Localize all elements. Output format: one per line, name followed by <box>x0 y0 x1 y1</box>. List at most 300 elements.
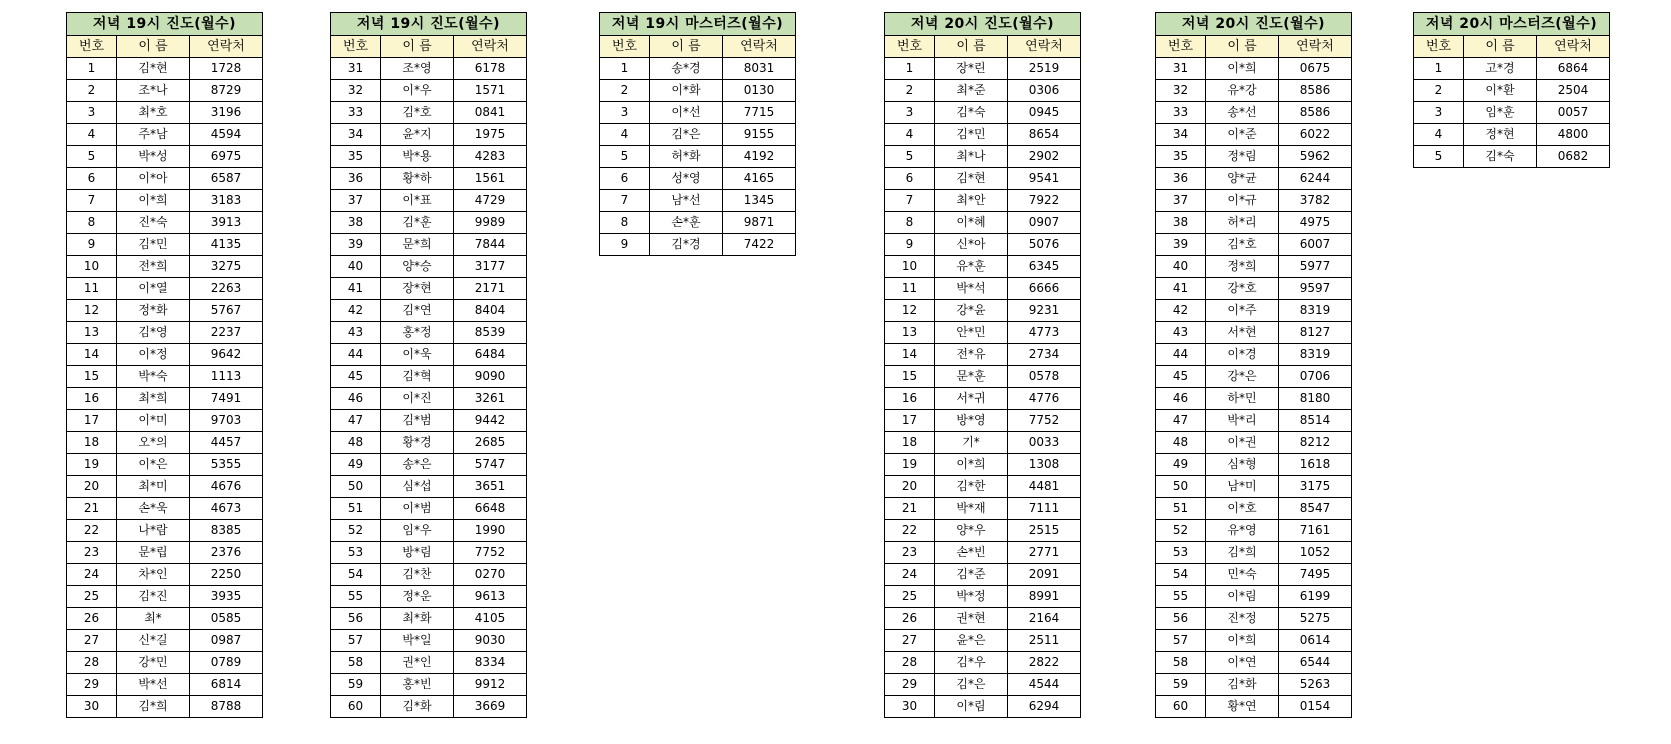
member-name: 이*림 <box>1206 586 1279 608</box>
member-phone: 0154 <box>1279 696 1352 718</box>
member-phone: 4481 <box>1008 476 1081 498</box>
member-name: 김*진 <box>117 586 190 608</box>
member-name: 정*림 <box>1206 146 1279 168</box>
row-number: 44 <box>1156 344 1206 366</box>
table-row <box>885 124 1081 146</box>
table-title: 저녁 19시 마스터즈(월수) <box>600 13 796 36</box>
table-row <box>885 586 1081 608</box>
table-row <box>331 410 527 432</box>
member-phone: 2734 <box>1008 344 1081 366</box>
member-name: 남*미 <box>1206 476 1279 498</box>
member-name: 이*경 <box>1206 344 1279 366</box>
member-name: 최*준 <box>935 80 1008 102</box>
member-name: 권*인 <box>381 652 454 674</box>
member-name: 문*희 <box>381 234 454 256</box>
member-name: 송*은 <box>381 454 454 476</box>
row-number: 36 <box>331 168 381 190</box>
member-phone: 6022 <box>1279 124 1352 146</box>
member-phone: 2504 <box>1537 80 1610 102</box>
table-row <box>600 146 796 168</box>
member-name: 김*찬 <box>381 564 454 586</box>
member-name: 김*화 <box>381 696 454 718</box>
row-number: 3 <box>1414 102 1464 124</box>
table-row <box>331 124 527 146</box>
member-phone: 1571 <box>454 80 527 102</box>
member-phone: 5355 <box>190 454 263 476</box>
member-name: 서*현 <box>1206 322 1279 344</box>
member-phone: 1990 <box>454 520 527 542</box>
table-row <box>600 124 796 146</box>
row-number: 6 <box>885 168 935 190</box>
table-row <box>1156 498 1352 520</box>
member-phone: 0585 <box>190 608 263 630</box>
table-row <box>1414 124 1610 146</box>
member-phone: 9871 <box>723 212 796 234</box>
table-row <box>67 652 263 674</box>
member-phone: 7422 <box>723 234 796 256</box>
member-name: 차*인 <box>117 564 190 586</box>
row-number: 21 <box>885 498 935 520</box>
member-phone: 3913 <box>190 212 263 234</box>
member-phone: 4773 <box>1008 322 1081 344</box>
member-phone: 8991 <box>1008 586 1081 608</box>
member-name: 허*리 <box>1206 212 1279 234</box>
table-row <box>600 234 796 256</box>
member-phone: 4729 <box>454 190 527 212</box>
row-number: 8 <box>600 212 650 234</box>
member-phone: 1052 <box>1279 542 1352 564</box>
member-name: 손*욱 <box>117 498 190 520</box>
member-phone: 7495 <box>1279 564 1352 586</box>
table-row <box>67 124 263 146</box>
member-name: 안*민 <box>935 322 1008 344</box>
table-row <box>885 146 1081 168</box>
row-number: 56 <box>1156 608 1206 630</box>
member-name: 방*림 <box>381 542 454 564</box>
member-name: 고*경 <box>1464 58 1537 80</box>
member-name: 박*일 <box>381 630 454 652</box>
table-row <box>885 410 1081 432</box>
member-phone: 8539 <box>454 322 527 344</box>
table-row <box>885 168 1081 190</box>
table-title-row <box>67 13 263 36</box>
table-row <box>331 190 527 212</box>
column-header-row <box>1156 36 1352 58</box>
member-name: 윤*은 <box>935 630 1008 652</box>
table-row <box>67 366 263 388</box>
table-row <box>67 520 263 542</box>
member-phone: 3196 <box>190 102 263 124</box>
row-number: 32 <box>331 80 381 102</box>
member-phone: 0987 <box>190 630 263 652</box>
column-header-name: 이 름 <box>381 36 454 58</box>
row-number: 20 <box>885 476 935 498</box>
member-name: 전*희 <box>117 256 190 278</box>
row-number: 57 <box>331 630 381 652</box>
table-row <box>885 388 1081 410</box>
table-row <box>331 322 527 344</box>
table-row <box>67 388 263 410</box>
member-phone: 8404 <box>454 300 527 322</box>
column-header-no: 번호 <box>1156 36 1206 58</box>
row-number: 32 <box>1156 80 1206 102</box>
column-header-row <box>600 36 796 58</box>
row-number: 26 <box>885 608 935 630</box>
row-number: 51 <box>1156 498 1206 520</box>
table-title: 저녁 20시 마스터즈(월수) <box>1414 13 1610 36</box>
table-row <box>885 256 1081 278</box>
roster-table <box>330 12 527 718</box>
member-phone: 2515 <box>1008 520 1081 542</box>
member-name: 박*리 <box>1206 410 1279 432</box>
row-number: 2 <box>1414 80 1464 102</box>
member-phone: 8031 <box>723 58 796 80</box>
member-name: 김*경 <box>650 234 723 256</box>
row-number: 40 <box>331 256 381 278</box>
table-row <box>885 234 1081 256</box>
row-number: 60 <box>331 696 381 718</box>
table-row <box>331 300 527 322</box>
table-row <box>331 366 527 388</box>
member-phone: 2685 <box>454 432 527 454</box>
member-phone: 0841 <box>454 102 527 124</box>
table-title-row <box>331 13 527 36</box>
member-name: 김*혁 <box>381 366 454 388</box>
member-phone: 4165 <box>723 168 796 190</box>
row-number: 59 <box>331 674 381 696</box>
member-phone: 4673 <box>190 498 263 520</box>
member-phone: 4283 <box>454 146 527 168</box>
member-phone: 5076 <box>1008 234 1081 256</box>
table-row <box>1414 58 1610 80</box>
column-header-row <box>885 36 1081 58</box>
member-phone: 0614 <box>1279 630 1352 652</box>
member-phone: 4192 <box>723 146 796 168</box>
member-phone: 2511 <box>1008 630 1081 652</box>
table-row <box>67 102 263 124</box>
table-row <box>885 344 1081 366</box>
table-row <box>331 542 527 564</box>
row-number: 47 <box>331 410 381 432</box>
table-row <box>67 674 263 696</box>
member-name: 김*은 <box>650 124 723 146</box>
table-row <box>1156 586 1352 608</box>
member-phone: 0907 <box>1008 212 1081 234</box>
table-row <box>67 564 263 586</box>
table-row <box>331 586 527 608</box>
member-name: 진*숙 <box>117 212 190 234</box>
member-name: 문*훈 <box>935 366 1008 388</box>
table-row <box>331 564 527 586</box>
member-name: 나*람 <box>117 520 190 542</box>
row-number: 44 <box>331 344 381 366</box>
row-number: 55 <box>331 586 381 608</box>
table-row <box>885 696 1081 718</box>
member-phone: 8514 <box>1279 410 1352 432</box>
table-row <box>331 102 527 124</box>
row-number: 49 <box>1156 454 1206 476</box>
member-phone: 0578 <box>1008 366 1081 388</box>
row-number: 56 <box>331 608 381 630</box>
member-phone: 3935 <box>190 586 263 608</box>
table-row <box>331 58 527 80</box>
table-row <box>1156 234 1352 256</box>
member-phone: 7752 <box>454 542 527 564</box>
member-phone: 2902 <box>1008 146 1081 168</box>
member-name: 이*림 <box>935 696 1008 718</box>
member-name: 방*영 <box>935 410 1008 432</box>
table-row <box>331 278 527 300</box>
member-name: 기* <box>935 432 1008 454</box>
member-phone: 3782 <box>1279 190 1352 212</box>
member-phone: 4800 <box>1537 124 1610 146</box>
member-phone: 4676 <box>190 476 263 498</box>
row-number: 52 <box>331 520 381 542</box>
member-phone: 1728 <box>190 58 263 80</box>
member-name: 황*하 <box>381 168 454 190</box>
row-number: 7 <box>885 190 935 212</box>
member-phone: 9989 <box>454 212 527 234</box>
row-number: 18 <box>885 432 935 454</box>
row-number: 10 <box>67 256 117 278</box>
roster-table <box>1155 12 1352 718</box>
table-row <box>1156 410 1352 432</box>
row-number: 25 <box>67 586 117 608</box>
column-header-name: 이 름 <box>935 36 1008 58</box>
member-name: 이*주 <box>1206 300 1279 322</box>
member-phone: 6007 <box>1279 234 1352 256</box>
row-number: 43 <box>331 322 381 344</box>
member-phone: 3651 <box>454 476 527 498</box>
member-name: 강*민 <box>117 652 190 674</box>
row-number: 54 <box>1156 564 1206 586</box>
member-phone: 0033 <box>1008 432 1081 454</box>
table-row <box>331 234 527 256</box>
table-row <box>1156 608 1352 630</box>
row-number: 3 <box>67 102 117 124</box>
row-number: 19 <box>67 454 117 476</box>
row-number: 8 <box>67 212 117 234</box>
row-number: 43 <box>1156 322 1206 344</box>
row-number: 42 <box>331 300 381 322</box>
row-number: 20 <box>67 476 117 498</box>
row-number: 2 <box>67 80 117 102</box>
member-phone: 9613 <box>454 586 527 608</box>
row-number: 11 <box>67 278 117 300</box>
row-number: 11 <box>885 278 935 300</box>
table-row <box>1156 102 1352 124</box>
table-row <box>885 608 1081 630</box>
member-name: 김*희 <box>1206 542 1279 564</box>
member-phone: 8319 <box>1279 300 1352 322</box>
member-name: 홍*빈 <box>381 674 454 696</box>
member-name: 박*재 <box>935 498 1008 520</box>
column-header-row <box>1414 36 1610 58</box>
row-number: 24 <box>67 564 117 586</box>
member-phone: 6294 <box>1008 696 1081 718</box>
member-name: 강*호 <box>1206 278 1279 300</box>
member-name: 김*우 <box>935 652 1008 674</box>
member-phone: 4776 <box>1008 388 1081 410</box>
member-name: 박*선 <box>117 674 190 696</box>
row-number: 48 <box>331 432 381 454</box>
column-header-phone: 연락처 <box>1279 36 1352 58</box>
member-phone: 8654 <box>1008 124 1081 146</box>
member-phone: 3177 <box>454 256 527 278</box>
row-number: 35 <box>331 146 381 168</box>
member-phone: 8319 <box>1279 344 1352 366</box>
column-header-name: 이 름 <box>650 36 723 58</box>
row-number: 6 <box>600 168 650 190</box>
table-row <box>1156 388 1352 410</box>
table-row <box>331 498 527 520</box>
member-phone: 2091 <box>1008 564 1081 586</box>
member-name: 문*립 <box>117 542 190 564</box>
member-phone: 6544 <box>1279 652 1352 674</box>
table-row <box>67 608 263 630</box>
table-row <box>885 520 1081 542</box>
column-header-no: 번호 <box>885 36 935 58</box>
member-name: 이*권 <box>1206 432 1279 454</box>
table-row <box>885 190 1081 212</box>
row-number: 29 <box>885 674 935 696</box>
member-phone: 5263 <box>1279 674 1352 696</box>
table-row <box>67 432 263 454</box>
table-row <box>885 630 1081 652</box>
member-phone: 9030 <box>454 630 527 652</box>
member-phone: 8547 <box>1279 498 1352 520</box>
member-phone: 8729 <box>190 80 263 102</box>
row-number: 42 <box>1156 300 1206 322</box>
row-number: 40 <box>1156 256 1206 278</box>
member-name: 박*성 <box>117 146 190 168</box>
member-name: 허*화 <box>650 146 723 168</box>
row-number: 7 <box>67 190 117 212</box>
table-row <box>331 520 527 542</box>
member-name: 임*훈 <box>1464 102 1537 124</box>
column-header-name: 이 름 <box>117 36 190 58</box>
row-number: 34 <box>331 124 381 146</box>
member-name: 김*민 <box>117 234 190 256</box>
row-number: 23 <box>885 542 935 564</box>
member-phone: 0675 <box>1279 58 1352 80</box>
member-phone: 8212 <box>1279 432 1352 454</box>
table-row <box>1156 212 1352 234</box>
member-name: 김*호 <box>381 102 454 124</box>
table-row <box>885 278 1081 300</box>
table-row <box>331 432 527 454</box>
member-name: 김*범 <box>381 410 454 432</box>
row-number: 21 <box>67 498 117 520</box>
member-name: 김*호 <box>1206 234 1279 256</box>
member-phone: 0682 <box>1537 146 1610 168</box>
table-row <box>1156 696 1352 718</box>
member-phone: 6864 <box>1537 58 1610 80</box>
member-phone: 2237 <box>190 322 263 344</box>
member-phone: 4594 <box>190 124 263 146</box>
row-number: 59 <box>1156 674 1206 696</box>
member-phone: 2771 <box>1008 542 1081 564</box>
roster-table <box>884 12 1081 718</box>
table-row <box>67 696 263 718</box>
table-row <box>67 476 263 498</box>
member-phone: 7161 <box>1279 520 1352 542</box>
column-header-phone: 연락처 <box>1008 36 1081 58</box>
member-name: 김*훈 <box>381 212 454 234</box>
row-number: 28 <box>67 652 117 674</box>
member-name: 박*석 <box>935 278 1008 300</box>
row-number: 55 <box>1156 586 1206 608</box>
member-name: 김*현 <box>117 58 190 80</box>
member-name: 김*연 <box>381 300 454 322</box>
member-name: 황*연 <box>1206 696 1279 718</box>
member-name: 신*길 <box>117 630 190 652</box>
table-row <box>67 322 263 344</box>
row-number: 25 <box>885 586 935 608</box>
row-number: 1 <box>600 58 650 80</box>
column-header-row <box>331 36 527 58</box>
roster-table <box>599 12 796 256</box>
table-row <box>331 630 527 652</box>
table-row <box>67 586 263 608</box>
row-number: 7 <box>600 190 650 212</box>
table-row <box>67 190 263 212</box>
member-name: 김*한 <box>935 476 1008 498</box>
table-row <box>600 168 796 190</box>
row-number: 30 <box>67 696 117 718</box>
member-name: 조*나 <box>117 80 190 102</box>
table-row <box>67 454 263 476</box>
table-row <box>331 608 527 630</box>
member-name: 권*현 <box>935 608 1008 630</box>
table-row <box>67 542 263 564</box>
member-phone: 6666 <box>1008 278 1081 300</box>
table-title: 저녁 20시 진도(월수) <box>885 13 1081 36</box>
table-row <box>885 476 1081 498</box>
member-name: 황*경 <box>381 432 454 454</box>
row-number: 27 <box>885 630 935 652</box>
row-number: 47 <box>1156 410 1206 432</box>
table-row <box>331 652 527 674</box>
member-name: 최*화 <box>381 608 454 630</box>
member-name: 김*숙 <box>1464 146 1537 168</box>
member-phone: 5275 <box>1279 608 1352 630</box>
member-name: 이*범 <box>381 498 454 520</box>
member-name: 장*현 <box>381 278 454 300</box>
row-number: 10 <box>885 256 935 278</box>
row-number: 14 <box>885 344 935 366</box>
member-name: 심*섭 <box>381 476 454 498</box>
row-number: 37 <box>331 190 381 212</box>
member-name: 장*린 <box>935 58 1008 80</box>
column-header-name: 이 름 <box>1464 36 1537 58</box>
member-phone: 5747 <box>454 454 527 476</box>
member-phone: 9442 <box>454 410 527 432</box>
member-name: 이*희 <box>1206 58 1279 80</box>
table-title: 저녁 19시 진도(월수) <box>331 13 527 36</box>
table-row <box>1156 432 1352 454</box>
member-name: 양*승 <box>381 256 454 278</box>
table-row <box>885 454 1081 476</box>
member-phone: 3275 <box>190 256 263 278</box>
member-phone: 2822 <box>1008 652 1081 674</box>
member-phone: 7715 <box>723 102 796 124</box>
table-row <box>885 498 1081 520</box>
member-name: 최*안 <box>935 190 1008 212</box>
member-phone: 7111 <box>1008 498 1081 520</box>
row-number: 22 <box>67 520 117 542</box>
table-row <box>67 212 263 234</box>
